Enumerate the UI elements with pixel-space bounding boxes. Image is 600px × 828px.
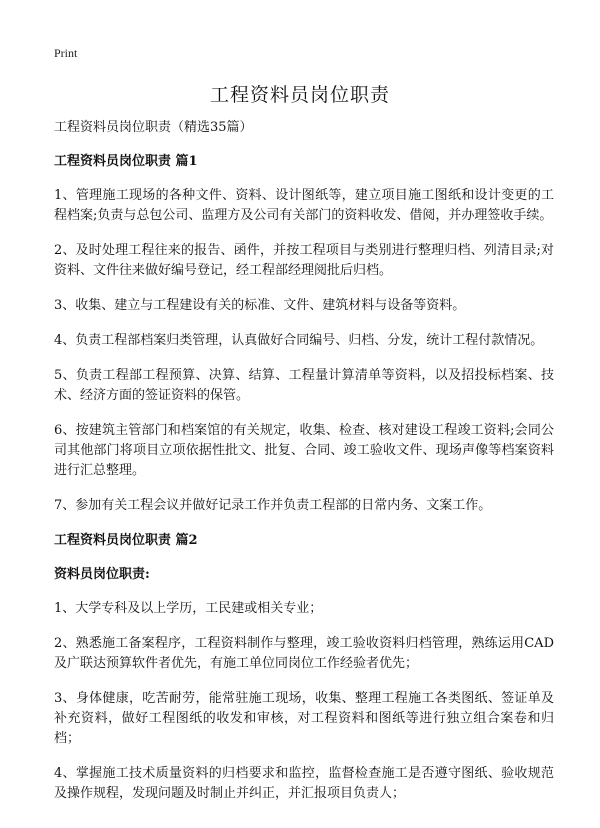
paragraph: 3、收集、建立与工程建设有关的标准、文件、建筑材料与设备等资料。: [54, 298, 466, 313]
section-heading-1: 工程资料员岗位职责 篇1: [54, 154, 198, 169]
paragraph: 2、熟悉施工备案程序，工程资料制作与整理，竣工验收资料归档管理，熟练运用CAD及广联达预算软件者优先，有施工单位同岗位工作经验者优先；: [54, 636, 554, 671]
paragraph: 2、及时处理工程往来的报告、函件，并按工程项目与类别进行整理归档、列清目录;对资料、文件往来做好编号登记，经工程部经理阅批后归档。: [54, 243, 554, 278]
print-label: Print: [54, 46, 78, 60]
section-heading-2: 工程资料员岗位职责 篇2: [54, 533, 198, 548]
document-subtitle: 工程资料员岗位职责（精选35篇）: [54, 120, 253, 135]
document-title: 工程资料员岗位职责: [209, 84, 390, 106]
paragraph: 1、管理施工现场的各种文件、资料、设计图纸等，建立项目施工图纸和设计变更的工程档案;负责与总包公司、监理方及公司有关部门的资料收发、借阅，并办理签收手续。: [54, 188, 554, 223]
paragraph: 6、按建筑主管部门和档案馆的有关规定，收集、检查、核对建设工程竣工资料;会同公司其他部门将项目立项依据性批文、批复、合同、竣工验收文件、现场声像等档案资料进行汇总整理。: [54, 423, 554, 478]
paragraph: 1、大学专科及以上学历，工民建或相关专业；: [54, 601, 323, 616]
paragraph: 7、参加有关工程会议并做好记录工作并负责工程部的日常内务、文案工作。: [54, 498, 492, 513]
paragraph: 5、负责工程部工程预算、决算、结算、工程量计算清单等资料，以及招投标档案、技术、经济方面的签证资料的保管。: [54, 368, 554, 403]
section-subheading: 资料员岗位职责:: [54, 567, 150, 582]
paragraph: 4、掌握施工技术质量资料的归档要求和监控，监督检查施工是否遵守图纸、验收规范及操作规程，发现问题及时制止并纠正，并汇报项目负责人；: [54, 766, 554, 801]
paragraph: 4、负责工程部档案归类管理，认真做好合同编号、归档、分发，统计工程付款情况。: [54, 333, 544, 348]
document-body: [54, 118, 554, 804]
paragraph: 3、身体健康，吃苦耐劳，能常驻施工现场，收集、整理工程施工各类图纸、签证单及补充资料，做好工程图纸的收发和审核，对工程资料和图纸等进行独立组合案卷和归档；: [54, 691, 554, 746]
